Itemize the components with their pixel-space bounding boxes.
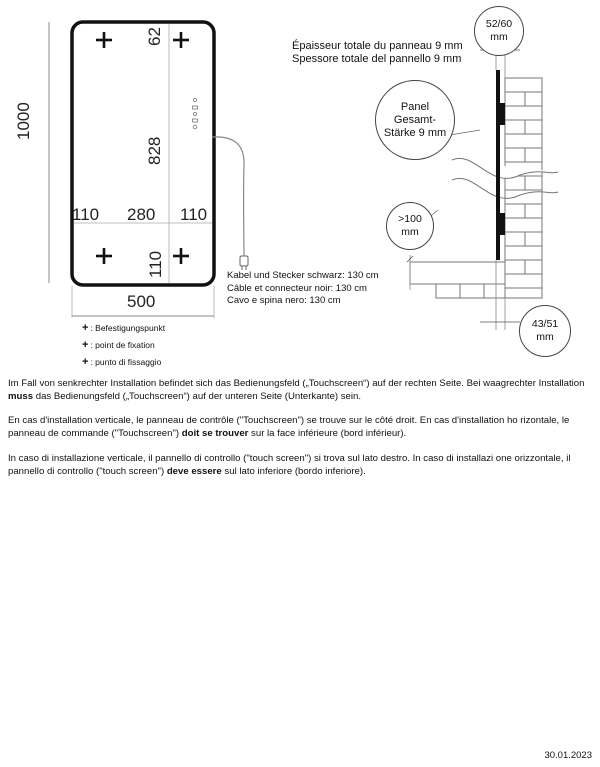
- power-cable: [212, 137, 244, 258]
- fixing-point-bottom-left: [96, 248, 112, 264]
- middle-span-label: 280: [127, 205, 156, 224]
- height-dimension-label: 1000: [14, 102, 33, 140]
- cable-note-it: Cavo e spina nero: 130 cm: [227, 295, 341, 306]
- legend-item: + : Befestigungspunkt: [82, 322, 166, 334]
- cable-note-de: Kabel und Stecker schwarz: 130 cm: [227, 270, 379, 281]
- panel-outline: [72, 22, 214, 285]
- cable-note: [227, 270, 379, 308]
- thickness-title-fr: Épaisseur totale du panneau 9 mm: [292, 40, 463, 52]
- paragraph-de: Im Fall von senkrechter Installation befindet sich das Bedienungsfeld („Touchscreen“) auf der rechten Seite. Bei waagrechter Installation muss das Bedienungsfeld („Touchscreen“) auf der unteren Seite (Unterkante) sein.: [8, 378, 585, 402]
- left-offset-label: 110: [72, 205, 100, 224]
- vertical-span-label: 828: [145, 136, 164, 165]
- plug-icon: [240, 256, 248, 270]
- panel-section: [496, 70, 500, 260]
- touchscreen-controls-icon: [193, 98, 198, 128]
- mount-bracket-top: [500, 103, 505, 125]
- top-gap-callout: 52/60 mm: [474, 6, 524, 56]
- thickness-title-it: Spessore totale del pannello 9 mm: [292, 53, 462, 65]
- mount-bracket-bottom: [500, 213, 505, 235]
- legend-item: + : punto di fissaggio: [82, 356, 162, 368]
- top-offset-label: 62: [145, 27, 164, 46]
- bottom-offset-label: 110: [146, 250, 165, 278]
- cable-note-fr: Câble et connecteur noir: 130 cm: [227, 282, 367, 294]
- floor-gap-callout: >100 mm: [386, 202, 434, 250]
- panel-thickness-callout: Panel Gesamt- Stärke 9 mm: [375, 80, 455, 160]
- fixing-point-bottom-right: [173, 248, 189, 264]
- bottom-gap-callout: 43/51 mm: [519, 305, 571, 357]
- paragraph-it: In caso di installazione verticale, il pannello di controllo ("touch screen") si trova sul lato destro. In caso di installazi one orizzontale, il pannello di controllo ("touch screen") deve essere sul lato inferiore (bordo inferiore).: [8, 453, 571, 477]
- fixing-point-icon: +: [82, 339, 89, 351]
- thickness-title: [292, 40, 463, 66]
- floor-slab: [410, 262, 505, 284]
- fixing-point-top-right: [173, 32, 189, 48]
- fixing-point-top-left: [96, 32, 112, 48]
- width-dimension-label: 500: [127, 292, 156, 311]
- paragraph-fr: En cas d'installation verticale, le panneau de contrôle ("Touchscreen") se trouve sur le côté droit. En cas d'installation ho rizontale, le panneau de commande ("Touchscreen") doit se trouver sur la face inférieure (bord inférieur).: [8, 415, 570, 439]
- document-date: 30.01.2023: [544, 750, 592, 761]
- right-offset-label: 110: [180, 205, 208, 224]
- fixing-point-icon: +: [82, 356, 89, 368]
- legend-item: + : point de fixation: [82, 339, 155, 351]
- fixing-point-icon: +: [82, 322, 89, 334]
